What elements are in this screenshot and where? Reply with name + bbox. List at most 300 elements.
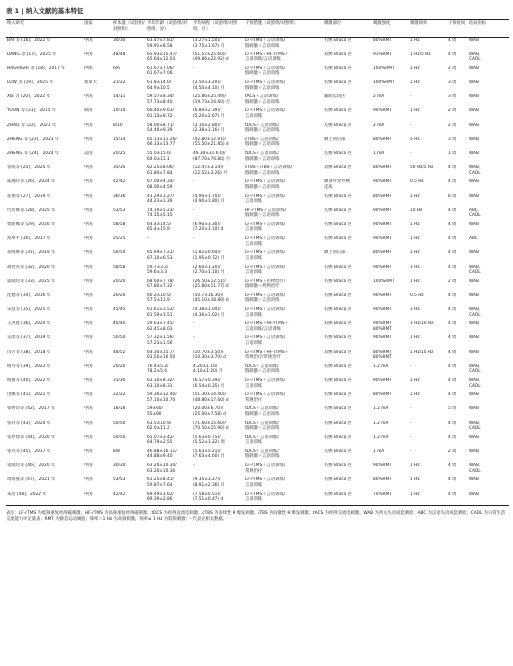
cell-frequency: 1 Hz <box>409 492 447 506</box>
cell-country: 中国 <box>84 165 93 171</box>
cell-outcome: WAB <box>469 349 479 355</box>
cell-intervention: LF-rTMS＋言语训练/ 假刺激＋言语训练 <box>245 80 286 91</box>
cell-age: 59.57±8.34/ 57.73±8.40 <box>147 94 174 105</box>
cell-time: 2 周 <box>448 108 457 114</box>
cell-site: 右侧 Broca 区 <box>324 193 352 199</box>
cell-country: 中国 <box>84 434 93 440</box>
col-header-site: 刺激部位 <box>323 20 372 38</box>
col-header-intensity: 刺激强度 <box>372 20 409 38</box>
cell-intervention: LF-rTMS＋药物治疗/ 假刺激＋药物治疗 <box>245 278 286 290</box>
cell-intervention: LF-rTMS＋HF-rTMS＋ 常规治疗/常规治疗 <box>245 349 289 361</box>
cell-study: 陈湘玲等 [26]，2024 年 <box>7 179 56 185</box>
cell-age: 61.67±7.06/ 61.67±7.06 <box>147 65 174 77</box>
cell-country: 中国 <box>84 321 93 327</box>
cell-country: 中国 <box>84 406 93 412</box>
cell-intensity: 1.2 mA <box>373 363 389 369</box>
cell-age: 57.32±1.56/ 57.23±1.56 <box>147 335 174 346</box>
cell-frequency: - <box>410 151 412 156</box>
cell-sample-size: 58/58 <box>113 264 126 270</box>
cell-study: 樊新娜等 [29]，2016 年 <box>7 221 56 227</box>
cell-duration: (3.27±1.50)/ (3.75±1.67) 月 <box>193 38 225 49</box>
col-header-duration: 平均病程（试验组/对照组，月） <box>192 20 244 38</box>
cell-frequency: 1 Hz <box>410 193 420 199</box>
cell-study: 张婷玲等 [42]，2017 年 <box>7 406 56 412</box>
cell-intensity: 80%RMT <box>373 165 392 171</box>
cell-study: DANG 等 [17]，2025 年 <box>7 51 57 57</box>
col-header-study: 纳入研究 <box>6 20 83 38</box>
cell-time: 4 周 <box>448 264 457 270</box>
cell-outcome: WAB <box>469 151 479 156</box>
cell-duration: (26.50±12.51)/ (25.80±11.77) d <box>193 278 229 290</box>
cell-intensity: 90%RMT <box>373 236 392 242</box>
table-row <box>6 66 509 80</box>
cell-sample-size: 30/30 <box>113 38 126 43</box>
table-row <box>6 151 509 165</box>
col-header-age: 平均年龄（试验组/对照组，岁） <box>146 20 192 38</box>
cell-age: 67.00±4.34/ 68.00±4.59 <box>147 179 174 190</box>
cell-sample-size: 25/25 <box>113 236 126 242</box>
cell-country: 中国 <box>84 179 93 185</box>
table-row <box>6 421 509 435</box>
table-row <box>6 137 509 151</box>
cell-intensity: 90%RMT <box>373 179 392 185</box>
cell-age: 61.25±8.41/ 59.87±7.64 <box>147 477 174 488</box>
cell-time: 2 周 <box>448 448 457 454</box>
cell-intervention: LF-rTMS＋言语训练/ 常规治疗 <box>245 392 286 403</box>
cell-duration: 49.30±31.6.0)/ (87.70±74.80) 月 <box>193 151 231 162</box>
cell-sample-size: 10/10 <box>113 108 126 114</box>
cell-intensity: 80%RMT <box>373 477 392 483</box>
cell-study: YOON 等 [21]，2015 年 <box>7 108 57 114</box>
cell-age: 63.20±10.30/ 63.20±10.30 <box>147 463 177 474</box>
cell-age: 68.60±7.78/ 67.80±7.32 <box>147 278 174 290</box>
cell-country: 中国 <box>84 292 93 298</box>
table-row <box>6 94 509 108</box>
cell-time: 4 周 <box>448 363 457 369</box>
cell-time: 4 周 <box>448 179 457 185</box>
cell-intensity: 90%RMT <box>373 378 392 383</box>
table-row <box>6 406 509 420</box>
cell-age: 65.69±7.21/ 67.10±6.53 <box>147 250 174 261</box>
cell-country: 伊朗 <box>84 65 93 71</box>
table-row <box>6 265 509 279</box>
cell-study: 沈德等 [34]，2016 年 <box>7 292 51 298</box>
cell-outcome: WAB、 CADL <box>469 51 484 63</box>
cell-time: 4 周 <box>448 420 457 426</box>
cell-country: 中国 <box>84 38 93 43</box>
cell-duration: (6.57±0.39)/ (6.54±0.35) 月 <box>193 378 225 389</box>
cell-study: 崔翔等 [27]，2019 年 <box>7 193 51 199</box>
table-row <box>6 449 509 463</box>
cell-time: 4 周 <box>448 335 457 341</box>
cell-intensity: 90%RMT <box>373 335 392 341</box>
cell-country: 中国 <box>84 51 93 57</box>
cell-sample-size: 50/50 <box>113 420 126 426</box>
cell-duration: (51.57±25.60)/ (49.86±22.92) d <box>193 51 229 63</box>
cell-site: 左侧 Broca 区 <box>324 151 352 156</box>
cell-age: 59±60/ 55±80 <box>147 406 163 417</box>
cell-intensity: 1.2 mA <box>373 406 389 412</box>
cell-frequency: - <box>410 94 412 100</box>
cell-country: 美国 <box>84 151 93 156</box>
cell-sample-size: 20/20 <box>113 363 126 369</box>
col-header-sample-size: 样本量（试验组/对照组） <box>112 20 146 38</box>
table-row <box>6 250 509 264</box>
cell-country: 中国 <box>84 207 93 213</box>
cell-intervention: LF-rTMS＋言语训练/ 言语训练 <box>244 492 323 506</box>
cell-country: 中国 <box>84 250 93 256</box>
cell-sample-size: 14/11 <box>113 94 126 100</box>
cell-intervention: tDCS＋言语训练/ 言语训练 <box>245 434 279 446</box>
table-row <box>6 364 509 378</box>
cell-intervention: LF-rTMS＋言语训练/ 言语训练 <box>245 250 286 261</box>
cell-outcome: WAB <box>469 193 479 199</box>
table-row <box>6 492 509 506</box>
cell-time: 4 周 <box>448 434 457 440</box>
cell-site: 右侧 Broca 区 <box>324 477 352 483</box>
cell-intervention: LF-rTMS＋言语训练/ 假刺激＋言语训练 <box>245 38 286 49</box>
cell-intensity: 90%RMT <box>373 463 392 469</box>
cell-intensity: 1.2 mA <box>373 420 389 426</box>
cell-country: 中国 <box>84 278 93 284</box>
cell-duration: (7.58±0.51)/ (7.51±0.47) d <box>192 492 244 506</box>
cell-intervention: cTBS＋言语训练/ 假刺激＋言语训练 <box>245 136 280 148</box>
cell-intensity: 90%RMT <box>373 292 392 298</box>
cell-intensity: 2 mA <box>373 122 385 128</box>
cell-sample-size: 18/18 <box>113 406 126 412</box>
cell-country: 中国 <box>84 392 93 398</box>
cell-outcome: WAB <box>469 94 479 100</box>
cell-sample-size: 40/40 <box>113 321 126 327</box>
cell-age: 63.10±8.32/ 63.10±8.31 <box>147 378 174 389</box>
cell-frequency: 0.5 Hz <box>410 292 424 298</box>
cell-intensity: 1 mA <box>373 151 385 156</box>
cell-site: 右侧 Broca 区 <box>324 278 352 284</box>
characteristics-table <box>6 19 509 506</box>
cell-site: 右侧 Broca 区 <box>324 65 352 71</box>
cell-outcome: WAB <box>469 335 479 341</box>
cell-age: 74.19±5.23/ 74.15±5.15 <box>147 207 174 219</box>
cell-time: 8 周 <box>448 193 457 199</box>
cell-site: 右侧 Broca 区 <box>324 406 352 412</box>
cell-age: 63.5±10.9/ 62.0±11.2 <box>147 420 172 432</box>
cell-site: 右侧 Broca 区 <box>323 492 372 506</box>
cell-site: 右侧 Broca 区 <box>324 236 352 242</box>
cell-outcome: WAB、 CADL <box>469 307 484 318</box>
cell-duration: (71.60±15.60)/ (70.50±15.90) d <box>193 420 229 432</box>
table-row <box>6 165 509 179</box>
cell-duration: (20.00±6.70)/ (25.00±7.58) d <box>193 406 226 417</box>
cell-frequency: 1 Hz <box>410 392 420 398</box>
cell-intervention: tDCS＋言语训练/ 假刺激＋言语训练 <box>245 448 280 460</box>
cell-site: 右侧 Broca 区 <box>324 307 352 313</box>
cell-duration: 4.20±1.10/ 4.10±1.20) 月 <box>193 363 224 375</box>
cell-intervention: tDCS＋言语训练/ 假刺激＋言语训练 <box>245 406 280 417</box>
cell-time: 3 周 <box>448 94 457 100</box>
cell-intervention: LF-rTMS＋言语训练/ 言语训练 <box>245 221 286 233</box>
cell-duration: (10.70±3.50)/ (10.30±3.70) d <box>193 349 226 361</box>
table-footnote: 表注：LF-rTMS 为低频重复经颅磁刺激；HF-rTMS 为高频重复经颅磁刺激；tDCS 为经颅直流电刺激；cTBS 为连续性 θ 爆发刺激；iTBS 为间歇性 θ 爆发刺激；tACS 为经颅交流电刺激；WAB 为西方失语成套测验；ABC 为汉语失语成套测验；CADL 为日常生活交流能力评定量表；RMT 为静息运动阈值；频率＞1 Hz 为高频刺激，频率≤ 1 Hz 为低频刺激；- 代表无相关数据。 <box>6 511 506 523</box>
cell-frequency: 1 Hz <box>410 477 420 483</box>
cell-time: 4 周 <box>448 236 457 242</box>
cell-intervention: LF-rTMS＋HF-rTMS＋ 言语训练/言语训练 <box>245 321 289 332</box>
cell-sample-size: 31/30 <box>113 378 126 383</box>
cell-time: 4 周 <box>448 292 457 298</box>
cell-outcome: WAB、 CADL <box>469 420 484 432</box>
cell-frequency: 1 Hz/10 Hz <box>410 321 434 327</box>
cell-country: 中国 <box>84 236 93 242</box>
cell-country: 中国 <box>84 448 93 454</box>
cell-intensity: 2 mA <box>373 94 385 100</box>
cell-study: 周海燕等 [47]，2021 年 <box>7 477 56 483</box>
cell-site: 右侧 Broca 区 <box>324 363 352 369</box>
cell-age: 55.0±15.6/ 64.0±11.1 <box>147 151 172 162</box>
cell-outcome: WAB <box>469 221 479 227</box>
cell-country: 韩国 <box>84 108 93 114</box>
cell-study: ZHAO 等 [22]，2021 年 <box>7 122 57 128</box>
table-row <box>6 236 509 250</box>
cell-time: 4 周 <box>448 463 457 469</box>
cell-outcome: WAB <box>469 434 479 440</box>
cell-intensity: 90%RMT <box>373 264 392 270</box>
cell-outcome: WAB <box>469 321 479 327</box>
cell-age: 65.07±3.42/ 64.79±2.55 <box>147 434 174 446</box>
cell-sample-size: 42/42 <box>112 492 146 506</box>
table-row <box>6 80 509 94</box>
cell-country: 中国 <box>84 193 93 199</box>
cell-site: 颞上回后部 <box>324 136 346 142</box>
cell-frequency: 1 Hz <box>410 38 420 43</box>
cell-age: 64.4±14.5/ 65.4±15.9 <box>147 221 172 233</box>
cell-intervention: tDCS＋言语训练/ 假刺激＋言语训练 <box>245 151 280 162</box>
cell-site: 双侧 Broca 区 <box>324 51 352 57</box>
cell-site: 右侧 Broca 区 <box>324 80 352 86</box>
cell-sample-size: 15/14 <box>113 136 126 142</box>
cell-age: 63.47±7.81/ 59.91±8.58 <box>147 38 174 49</box>
cell-time: 4 周 <box>447 492 468 506</box>
cell-time: 4 周 <box>448 321 457 327</box>
cell-age: 58.00±8.71/ 54.40±9.39 <box>147 122 174 134</box>
cell-duration: (3.10±2.80)/ (2.38±1.16) 月 <box>193 122 225 134</box>
cell-intervention: LF-rTMS＋言语训练/ 言语训练 <box>245 264 286 275</box>
cell-outcome: WAB <box>469 292 479 298</box>
cell-intensity: 80%RMT <box>373 250 392 256</box>
cell-study: 闫芳等 [38]，2018 年 <box>7 349 51 355</box>
cell-intervention: tACS＋言语训练/ 假刺激＋言语训练 <box>245 94 280 105</box>
cell-duration: (12.47±3.14)/ (12.52±3.26) 月 <box>193 165 228 176</box>
cell-intensity: 80%RMT 80%RMT <box>373 349 392 361</box>
cell-frequency: - <box>410 420 412 426</box>
cell-age: 62.25±8.06/ 61.84±7.84 <box>147 165 174 176</box>
cell-outcome: WAB <box>469 392 479 398</box>
cell-country: 中国 <box>84 363 93 369</box>
cell-intervention: LF-rTMS＋言语训练/ 假刺激＋言语训练 <box>245 65 286 77</box>
cell-intervention: LF-rTMS＋言语训练/ 言语训练 <box>245 378 286 389</box>
table-body <box>6 38 509 506</box>
cell-duration: (50.7±16.30)/ (45.10±18.80) d <box>193 292 229 304</box>
cell-frequency: 1 Hz <box>410 236 420 242</box>
cell-age: - <box>147 236 149 242</box>
cell-study: 王洪庭 [36]，2020 年 <box>7 321 51 327</box>
cell-intensity: 100%RMT <box>373 65 395 71</box>
cell-time: 1 周 <box>448 151 457 156</box>
cell-site: 右侧 Broca 区 <box>324 264 352 270</box>
cell-intensity: 70%RMT <box>372 492 409 506</box>
cell-study: 宋慧等 [35]，2025 年 <box>7 307 51 313</box>
cell-sample-size: 22/22 <box>113 392 126 398</box>
cell-outcome: WAB、 CADL <box>469 378 484 389</box>
cell-country: 加拿大 <box>84 80 97 86</box>
cell-site: 左侧 Broca 区 <box>324 207 352 213</box>
table-row <box>6 435 509 449</box>
cell-frequency: 1 Hz <box>410 108 420 114</box>
cell-country: 中国 <box>84 420 93 426</box>
cell-site: 颞顶叶背外侧 皮质 <box>324 179 350 190</box>
cell-outcome: WAB <box>469 65 479 71</box>
table-header-row <box>6 20 509 38</box>
table-row <box>6 208 509 222</box>
cell-site: 辅助运动区 <box>324 94 346 100</box>
table-row <box>6 38 509 52</box>
table-row <box>6 307 509 321</box>
cell-sample-size: 53/53 <box>113 207 126 213</box>
table-row <box>6 463 509 477</box>
table-row <box>6 477 509 491</box>
cell-study: 高翠平 [30]，2017 年 <box>7 236 51 242</box>
cell-study: 朱浩 [48]，2022 年 <box>6 492 83 506</box>
cell-study: 胡亮英等 [32]，2020 年 <box>7 264 56 270</box>
cell-time: 4 周 <box>448 207 457 213</box>
cell-age: 61.61±3.53/ 61.59±3.51 <box>147 307 174 318</box>
table-row <box>6 350 509 364</box>
cell-outcome: WAB、 CADL <box>469 165 484 176</box>
cell-duration: (6.90±3.30)/ (7.20±3.10) d <box>193 221 224 233</box>
cell-intervention: LF-rTMS＋HF-rTMS＋ 言语训练/言语训练 <box>245 51 289 63</box>
cell-frequency: 1 Hz <box>410 264 420 270</box>
cell-outcome: WAB、 CADL <box>469 463 484 474</box>
cell-frequency: 1 Hz <box>410 65 420 71</box>
cell-frequency: 5 Hz <box>410 136 420 142</box>
cell-duration: (51.30±14.40)/ (48.80±17.60) d <box>193 392 229 403</box>
cell-duration: (42.80±12.91)/ (55.50±21.85) d <box>193 136 229 148</box>
cell-frequency: - <box>410 363 412 369</box>
cell-intervention: tDCS＋言语训练/ 假刺激＋言语训练 <box>245 363 280 375</box>
cell-sample-size: 42/42 <box>113 179 126 185</box>
cell-sample-size: 48/52 <box>113 349 126 355</box>
cell-intensity: 1 mA <box>373 448 385 454</box>
cell-sample-size: 8/10 <box>113 122 123 128</box>
cell-country: 中国 <box>84 349 93 355</box>
cell-country: 中国 <box>84 335 93 341</box>
cell-duration: (4.90±1.70)/ (4.90±1.80) 月 <box>193 193 225 205</box>
cell-sample-size: 35/35 <box>113 165 126 171</box>
cell-time: 4 周 <box>448 307 457 313</box>
cell-site: 右侧 Broca 区 <box>324 335 352 341</box>
cell-frequency: 1 Hz <box>410 463 420 469</box>
cell-study: HAGHIGHI 等 [18]，2017 年 <box>7 65 66 71</box>
cell-intervention: LF-rTMS＋言语训练/ 言语训练 <box>245 108 286 119</box>
cell-duration: (25.86±25.49)/ (19.73±14.60) 月 <box>193 94 231 105</box>
cell-duration: - <box>193 207 195 213</box>
cell-outcome: WAB <box>468 492 509 506</box>
cell-country: 中国 <box>84 94 93 100</box>
cell-frequency: - <box>410 448 412 454</box>
cell-duration: (3.50±3.20)/ (4.50±4.10) 月 <box>193 80 225 91</box>
cell-age: 76.4±5.2/ 78.2±5.4 <box>147 363 169 375</box>
table-row <box>6 194 509 208</box>
cell-frequency: 1 Hz/10 Hz <box>410 349 434 355</box>
cell-site: 右侧 Broca 区 <box>324 221 352 227</box>
cell-duration: - <box>193 321 195 327</box>
cell-duration: (9.35±3.27)/ (8.91±2.36) 月 <box>193 477 225 488</box>
cell-study: 吴冰等 [37]，2019 年 <box>7 335 51 341</box>
cell-time: 4 周 <box>448 392 457 398</box>
cell-sample-size: 8/8 <box>113 448 120 454</box>
col-header-frequency: 刺激频率 <box>409 20 447 38</box>
cell-age: 64.30±15.7/ 63.50±16.50 <box>147 349 176 361</box>
cell-sample-size: 20/20 <box>113 292 126 298</box>
cell-site: 右侧 Broca 区 <box>324 434 352 440</box>
cell-intervention: LF-rTMS＋言语训练/ 言语训练 <box>245 307 286 318</box>
cell-sample-size: 50/50 <box>113 434 126 440</box>
cell-duration: (2.60±1.20)/ (2.70±1.10) 月 <box>193 264 225 275</box>
cell-sample-size: 58/58 <box>113 221 126 227</box>
cell-intervention: LF-rTMS＋言语训练/ 假刺激＋言语训练 <box>245 179 286 190</box>
cell-frequency: 1 Hz <box>410 335 420 341</box>
cell-frequency: - <box>410 122 412 128</box>
cell-intervention: HF-rTMS＋言语训练/ 假刺激＋言语训练 <box>245 207 287 219</box>
cell-study: ZHENG 等 [24]，2024 年 <box>7 151 60 156</box>
cell-intervention: LF-rTMS＋言语训练/ 假刺激＋言语训练 <box>245 292 286 304</box>
cell-intensity: 90%RMT <box>373 108 392 114</box>
table-row <box>6 222 509 236</box>
cell-age: 61.8±14.0/ 64.9±10.5 <box>147 80 172 91</box>
cell-study: 曾成等 [25]，2025 年 <box>7 165 51 171</box>
cell-country: 中国 <box>84 221 93 227</box>
cell-frequency: - <box>410 406 412 412</box>
cell-age: 60.2±10.5/ 57.5±11.9 <box>147 292 172 304</box>
cell-country: 中国 <box>83 492 112 506</box>
cell-outcome: WAB <box>469 448 479 454</box>
cell-intervention: cTBS＋iTBS＋言语训练/ 假刺激＋言语训练 <box>245 165 293 176</box>
cell-country: 中国 <box>84 378 93 383</box>
cell-study: 张晓玲等 [46]，2020 年 <box>7 463 56 469</box>
cell-age: 43.29±1.27/ 44.23±1.39 <box>147 193 174 205</box>
table-row <box>6 179 509 193</box>
cell-outcome: WAB <box>469 278 479 284</box>
cell-site: 右侧 Broca 区 <box>324 108 352 114</box>
cell-sample-size: 20/20 <box>113 278 126 284</box>
cell-outcome: WAB <box>469 136 479 142</box>
cell-site: 右侧 Broca 区 <box>324 378 352 383</box>
cell-outcome: WAB <box>469 80 479 86</box>
cell-outcome: WAB <box>469 477 479 483</box>
cell-frequency: 1 Hz <box>410 80 420 86</box>
cell-outcome: WAB、 CADL <box>469 264 484 275</box>
cell-time: 4 周 <box>448 477 457 483</box>
cell-site: 右侧 Broca 区 <box>324 463 352 469</box>
cell-site: 左侧 Broca 区 <box>324 122 352 128</box>
cell-site: 双侧 Broca 区 <box>324 165 352 171</box>
cell-intervention: LF-rTMS＋言语训练/ 言语训练 <box>245 236 286 247</box>
cell-age: 65.93±15.47/ 65.64±12.03 <box>147 51 177 63</box>
cell-time: 4 周 <box>448 221 457 227</box>
cell-duration: - <box>193 65 195 71</box>
cell-time: 2 周 <box>448 122 457 128</box>
cell-intensity: 90%RMT <box>373 307 392 313</box>
cell-intervention: LF-rTMS＋言语训练/ 言语训练 <box>245 477 286 488</box>
cell-study: 蒋海峰等 [31]，2019 年 <box>7 250 56 256</box>
